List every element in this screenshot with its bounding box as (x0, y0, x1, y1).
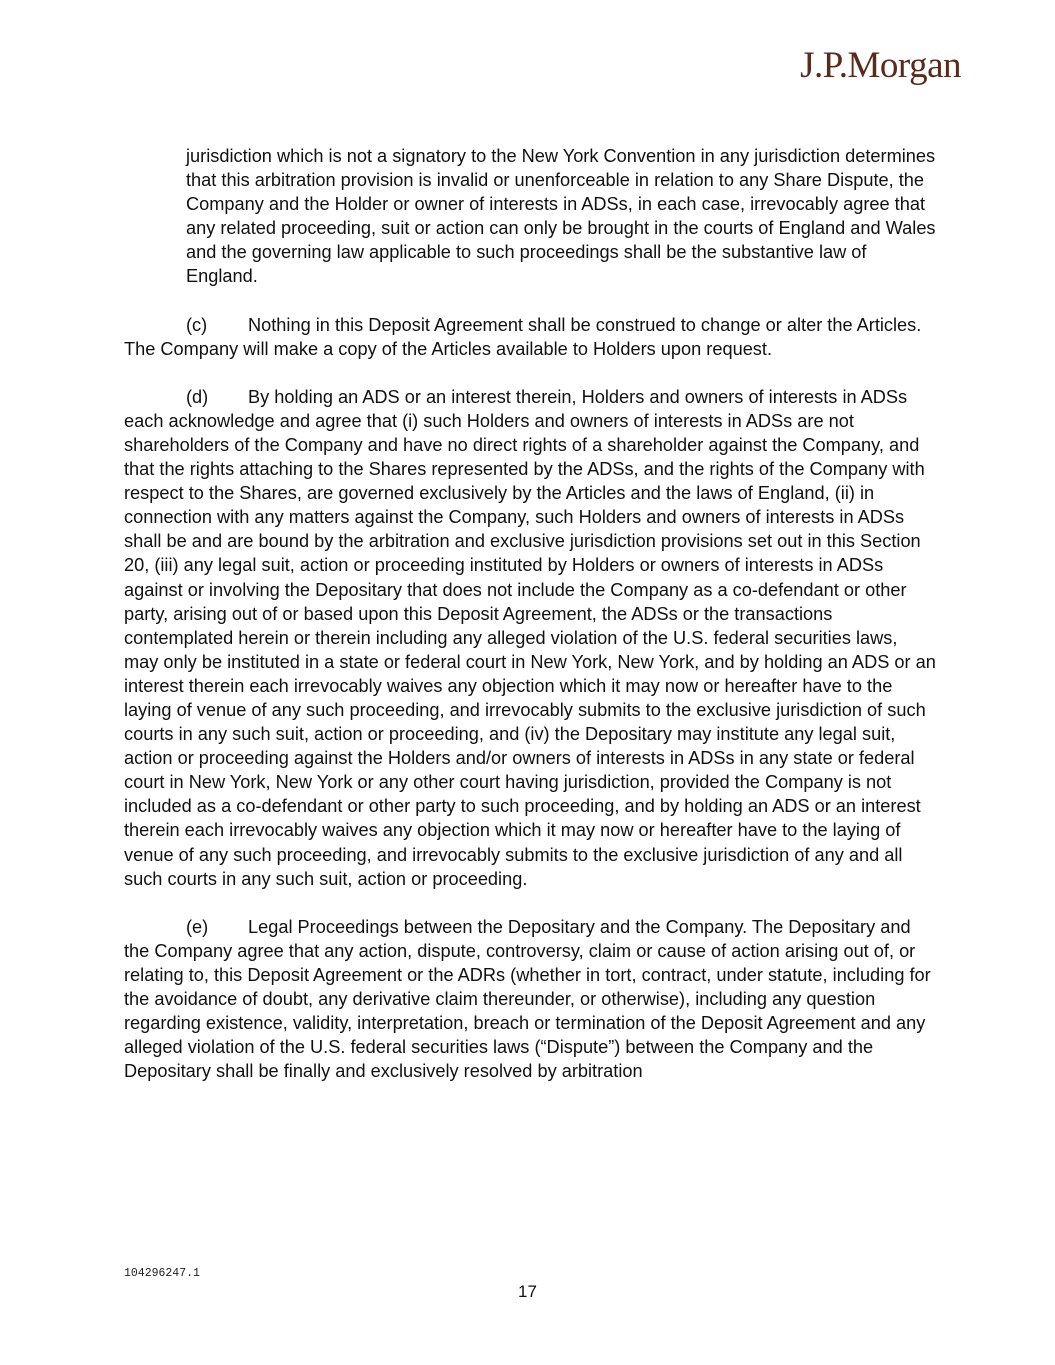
paragraph-c (124, 313, 936, 361)
paragraph-c-text: Nothing in this Deposit Agreement shall be construed to change or alter the Articles. The Company will make a copy of the Articles available to Holders upon request. (124, 314, 922, 359)
paragraph-e (124, 915, 936, 1084)
document-id: 104296247.1 (124, 1267, 200, 1280)
paragraph-d (124, 385, 936, 891)
paragraph-d-text: By holding an ADS or an interest therein, Holders and owners of interests in ADSs each acknowledge and agree that (i) such Holders and owners of interests in ADSs are not shareholders of the Company and have no direct rights of a shareholder against the Company, and that the rights attaching to the Shares represented by the ADSs, and the rights of the Company with respect to the Shares, are governed exclusively by the Articles and the laws of England, (ii) in connection with any matters against the Company, such Holders and owners of interests in ADSs shall be and are bound by the arbitration and exclusive jurisdiction provisions set out in this Section 20, (iii) any legal suit, action or proceeding instituted by Holders or owners of interests in ADSs against or involving the Depositary that does not include the Company as a co-defendant or other party, arising out of or based upon this Deposit Agreement, the ADSs or the transactions contemplated herein or therein including any alleged violation of the U.S. federal securities laws, may only be instituted in a state or federal court in New York, New York, and by holding an ADS or an interest therein each irrevocably waives any objection which it may now or hereafter have to the laying of venue of any such proceeding, and irrevocably submits to the exclusive jurisdiction of such courts in any such suit, action or proceeding, and (iv) the Depositary may institute any legal suit, action or proceeding against the Holders and/or owners of interests in ADSs in any state or federal court in New York, New York or any other court having jurisdiction, provided the Company is not included as a co-defendant or other party to such proceeding, and by holding an ADS or an interest therein each irrevocably waives any objection which it may now or hereafter have to the laying of venue of any such proceeding, and irrevocably submits to the exclusive jurisdiction of any and all such courts in any such suit, action or proceeding. (124, 386, 936, 889)
jpmorgan-logo: J.P.Morgan (800, 45, 961, 86)
paragraph-c-label: (c) (186, 314, 208, 335)
paragraph-d-label: (d) (186, 386, 209, 407)
document-body (124, 144, 936, 1107)
paragraph-e-label: (e) (186, 916, 209, 937)
paragraph-continuation: jurisdiction which is not a signatory to the New York Convention in any jurisdiction determines that this arbitration provision is invalid or unenforceable in relation to any Share Dispute, the Company and the Holder or owner of interests in ADSs, in each case, irrevocably agree that any related proceeding, suit or action can only be brought in the courts of England and Wales and the governing law applicable to such proceedings shall be the substantive law of England. (186, 146, 936, 287)
paragraph-e-text: Legal Proceedings between the Depositary and the Company. The Depositary and the Company agree that any action, dispute, controversy, claim or cause of action arising out of, or relating to, this Deposit Agreement or the ADRs (whether in tort, contract, under statute, including for the avoidance of doubt, any derivative claim thereunder, or otherwise), including any question regarding existence, validity, interpretation, breach or termination of the Deposit Agreement and any alleged violation of the U.S. federal securities laws (“Dispute”) between the Company and the Depositary shall be finally and exclusively resolved by arbitration (124, 916, 931, 1082)
page-number: 17 (518, 1282, 537, 1301)
